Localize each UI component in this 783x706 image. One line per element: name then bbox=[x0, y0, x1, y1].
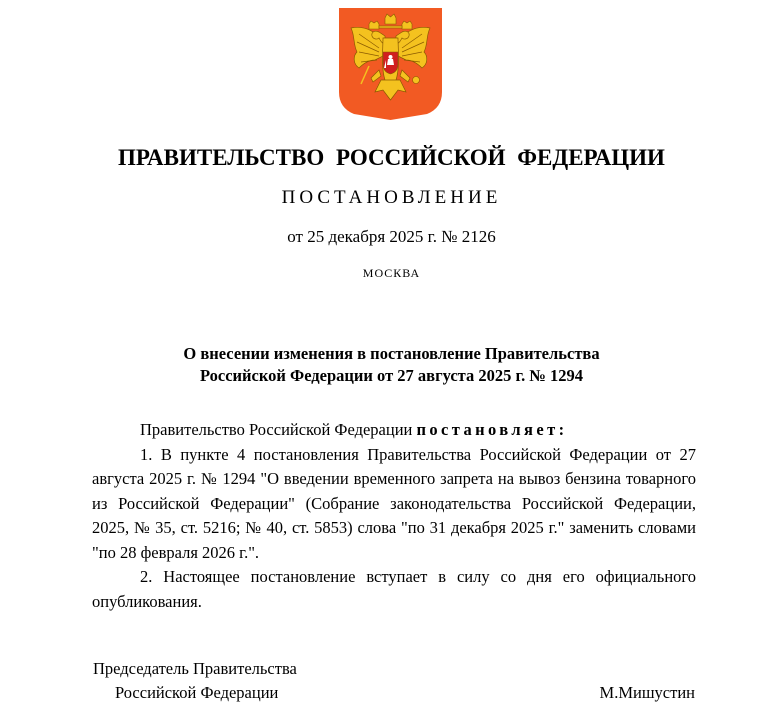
government-title: ПРАВИТЕЛЬСТВО РОССИЙСКОЙ ФЕДЕРАЦИИ bbox=[118, 145, 665, 170]
position-line-1: Председатель Правительства bbox=[93, 659, 297, 678]
signatory-position bbox=[93, 657, 297, 705]
intro-paragraph bbox=[92, 418, 696, 443]
document-type: ПОСТАНОВЛЕНИЕ bbox=[281, 187, 502, 208]
decree-word: постановляет: bbox=[416, 420, 568, 439]
document-body bbox=[92, 418, 696, 614]
document-date-number: от 25 декабря 2025 г. № 2126 bbox=[287, 227, 496, 246]
document-heading bbox=[0, 343, 783, 387]
russian-coat-of-arms-icon bbox=[339, 8, 442, 120]
position-line-2: Российской Федерации bbox=[115, 683, 279, 702]
signatory-name: М.Мишустин bbox=[599, 683, 695, 702]
item-2-paragraph: 2. Настоящее постановление вступает в силу со дня его официального опубликования. bbox=[92, 567, 696, 611]
heading-line-2: Российской Федерации от 27 августа 2025 г. № 1294 bbox=[199, 366, 584, 385]
intro-prefix: Правительство Российской Федерации bbox=[140, 420, 417, 439]
item-1-paragraph: 1. В пункте 4 постановления Правительства Российской Федерации от 27 августа 2025 г. № 1294 "О введении временного запрета на вывоз бензина товарного из Российской Федерации" (Собрание законодательства Российской Федерации, 2025, № 35, ст. 5216; № 40, ст. 5853) слова "по 31 декабря 2025 г." заменить словами "по 28 февраля 2026 г.". bbox=[92, 444, 696, 562]
document-city: МОСКВА bbox=[362, 266, 421, 280]
heading-line-1: О внесении изменения в постановление Правительства bbox=[183, 344, 600, 363]
